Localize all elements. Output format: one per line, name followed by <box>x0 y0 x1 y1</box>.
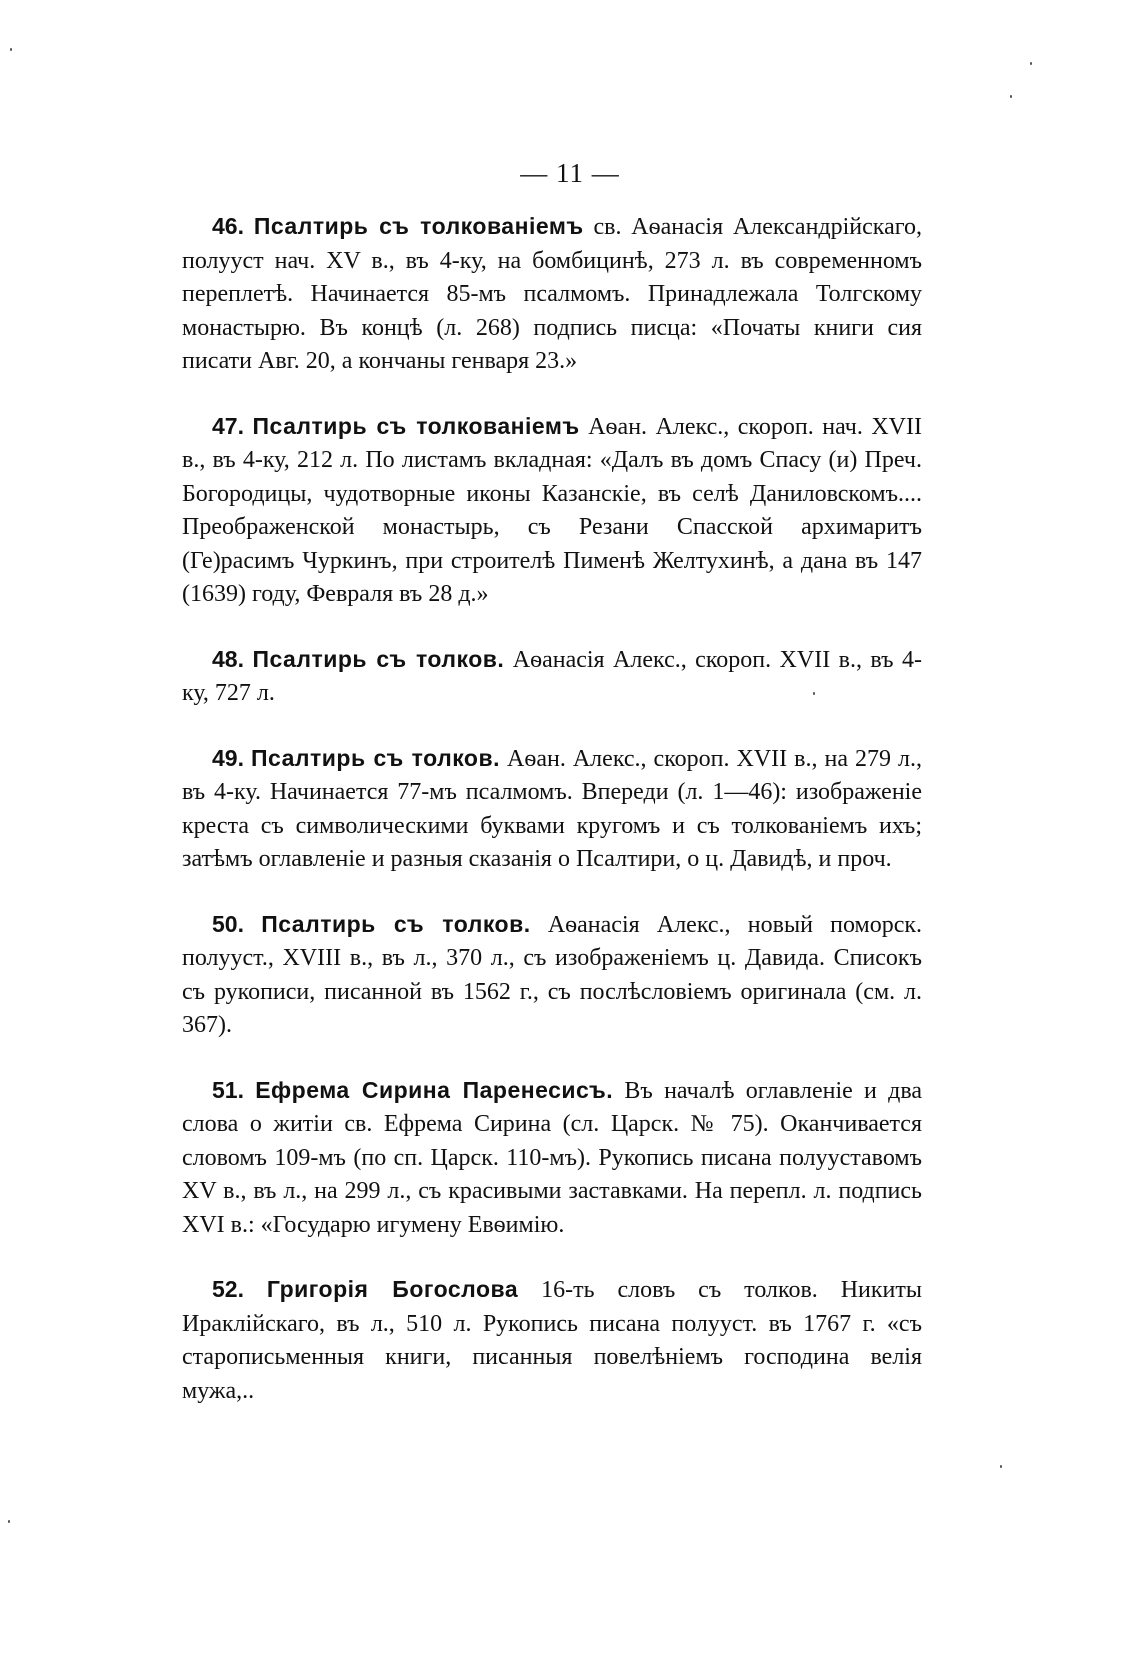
entry-text: Аѳан. Алекс., скороп. XVII в., на 279 л., въ 4-ку. Начинается 77-мъ псалмомъ. Впереди (л. 1—46): изображеніе креста съ символическими буквами кругомъ и съ толкованіемъ ихъ; затѣмъ оглавленіе и разныя сказанія о Псалтири, о ц. Давидѣ, и проч. <box>182 745 922 872</box>
entry-title: Ефрема Сирина Паренесисъ. <box>255 1076 614 1103</box>
catalog-entry <box>182 410 922 612</box>
entry-text: Аѳанасія Алекс., новый поморск. полууст., XVIII в., въ л., 370 л., съ изображеніемъ ц. Давида. Списокъ съ рукописи, писанной въ 1562 г., съ послѣсловіемъ оригинала (см. л. 367). <box>182 911 923 1038</box>
entry-number: 49. <box>212 744 244 771</box>
scan-speck <box>1010 95 1012 98</box>
entry-number: 47. <box>212 412 244 439</box>
scan-speck <box>10 48 12 51</box>
entry-number: 46. <box>212 213 244 239</box>
entry-text: Аѳан. Алекс., скороп. нач. XVII в., въ 4-ку, 212 л. По листамъ вкладная: «Далъ въ домъ Спасу (и) Преч. Богородицы, чудотворные иконы Казанскіе, въ селѣ Даниловскомъ.... Преображенской монастырь, съ Резани Спасской архимаритъ (Ге)расимъ Чуркинъ, при строителѣ Пименѣ Желтухинѣ, а дана въ 147 (1639) году, Февраля въ 28 д.» <box>182 413 922 607</box>
page-number: — 11 — <box>520 158 620 188</box>
entry-text: 16-ть словъ съ толков. Никиты Ираклійскаго, въ л., 510 л. Рукопись писана полууст. въ 1767 г. «съ старописьменныя книги, писанныя повелѣніемъ господина велія мужа,.. <box>182 1277 922 1404</box>
entry-text: св. Аѳанасія Александрійскаго, полууст нач. XV в., въ 4-ку, на бомбицинѣ, 273 л. въ современномъ переплетѣ. Начинается 85-мъ псалмомъ. Принадлежала Толгскому монастырю. Въ концѣ (л. 268) подпись писца: «Початы книги сия писати Авг. 20, а кончаны генваря 23.» <box>182 214 923 374</box>
entry-number: 51. <box>212 1076 244 1103</box>
entry-text: Аѳанасія Алекс., скороп. XVII в., въ 4-ку, 727 л. <box>182 646 923 706</box>
scan-speck <box>8 1520 10 1523</box>
entry-number: 48. <box>212 645 244 672</box>
scan-speck <box>1000 1465 1002 1468</box>
entry-number: 50. <box>212 910 244 937</box>
scan-speck <box>1030 62 1032 65</box>
catalog-entry <box>182 742 922 877</box>
entry-title: Псалтирь съ толков. <box>252 645 505 672</box>
entry-number: 52. <box>212 1276 244 1302</box>
entry-title: Григорія Богослова <box>266 1276 519 1302</box>
entry-title: Псалтирь съ толкованіемъ <box>252 412 580 439</box>
entry-title: Псалтирь съ толков. <box>251 744 500 771</box>
catalog-entry <box>182 210 922 379</box>
catalog-entry <box>182 908 922 1043</box>
entry-title: Псалтирь съ толков. <box>261 910 531 937</box>
catalog-entry <box>182 1273 922 1408</box>
entry-text: Въ началѣ оглавленіе и два слова о житіи св. Ефрема Сирина (сл. Царск. № 75). Оканчивается словомъ 109-мъ (по сп. Царск. 110-мъ). Рукопись писана полууставомъ XV в., въ л., на 299 л., съ красивыми заставками. На перепл. л. подпись XVI в.: «Государю игумену Евѳимію. <box>182 1077 923 1238</box>
scan-speck <box>813 692 815 695</box>
catalog-entry <box>182 643 922 711</box>
catalog-entry <box>182 1074 922 1243</box>
entry-title: Псалтирь съ толкованіемъ <box>253 213 584 239</box>
catalog-entries <box>182 210 922 1439</box>
